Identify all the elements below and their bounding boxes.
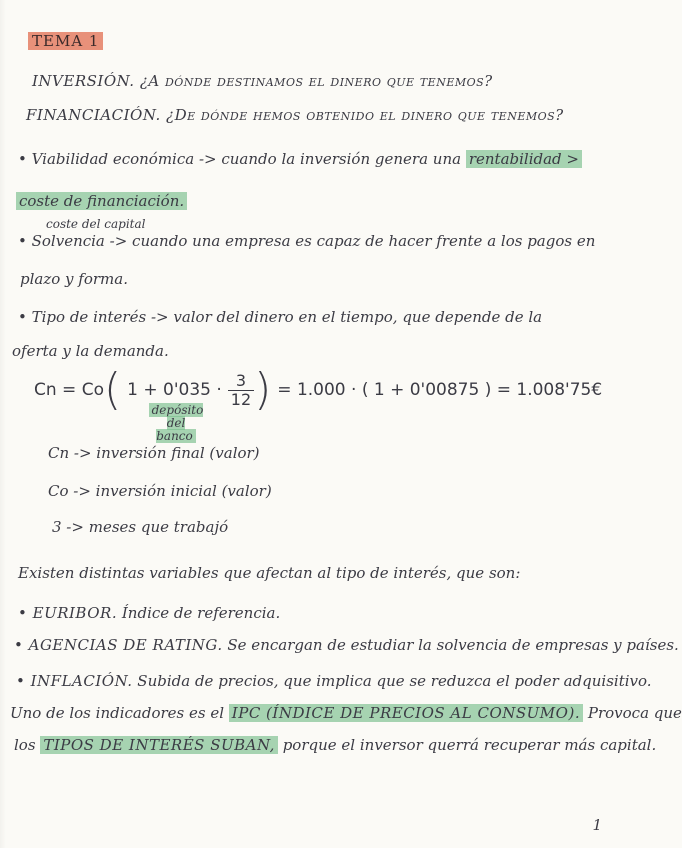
formula-lhs: Cn = Co xyxy=(34,380,104,400)
page-title xyxy=(28,32,103,50)
right-paren: ) xyxy=(254,364,272,415)
agencias-line xyxy=(14,636,679,654)
ipc-highlight: IPC (ÍNDICE DE PRECIOS AL CONSUMO). xyxy=(229,704,583,722)
porque-text: porque el inversor querrá recuperar más capital. xyxy=(282,736,657,754)
viabilidad-text: • Viabilidad económica -> cuando la inversión genera una xyxy=(18,150,462,168)
existen-line: Existen distintas variables que afectan al tipo de interés, que son: xyxy=(18,564,521,582)
euribor-label: • EURIBOR. xyxy=(18,604,118,622)
oferta-line: oferta y la demanda. xyxy=(12,342,169,360)
fraction-denominator: 12 xyxy=(230,389,252,409)
inflacion-label: • INFLACIÓN. xyxy=(16,672,133,690)
inflacion-line xyxy=(16,672,652,690)
agencias-label: • AGENCIAS DE RATING. xyxy=(14,636,223,654)
solvencia-line: • Solvencia -> cuando una empresa es capaz de hacer frente a los pagos en xyxy=(18,232,596,250)
uno-text: Uno de los indicadores es el xyxy=(10,704,225,722)
uno-line xyxy=(10,704,682,722)
tipos-highlight: TIPOS DE INTERÉS SUBAN, xyxy=(40,736,278,754)
euribor-line xyxy=(18,604,280,622)
formula-result: = 1.000 · ( 1 + 0'00875 ) = 1.008'75€ xyxy=(277,380,603,400)
financiacion-line: FINANCIACIÓN. ¿De dónde hemos obtenido el dinero que tenemos? xyxy=(26,106,564,124)
three-definition: 3 -> meses que trabajó xyxy=(52,518,229,536)
plazo-line: plazo y forma. xyxy=(20,270,128,288)
cn-definition: Cn -> inversión final (valor) xyxy=(48,444,260,462)
formula-fraction xyxy=(228,372,254,409)
provoca-text: Provoca que xyxy=(587,704,682,722)
inflacion-text: Subida de precios, que implica que se reduzca el poder adquisitivo. xyxy=(137,672,652,690)
co-definition: Co -> inversión inicial (valor) xyxy=(48,482,272,500)
los-line xyxy=(14,736,656,754)
interest-formula xyxy=(34,360,602,420)
title-text: TEMA 1 xyxy=(28,32,103,50)
coste-line xyxy=(16,192,187,210)
viabilidad-line xyxy=(18,150,582,168)
deposito-highlight: depósito del banco xyxy=(149,403,204,443)
tipo-interes-line: • Tipo de interés -> valor del dinero en el tiempo, que depende de la xyxy=(18,308,543,326)
rentabilidad-highlight: rentabilidad > xyxy=(466,150,582,168)
deposito-annotation xyxy=(148,404,204,443)
left-paren: ( xyxy=(103,364,122,415)
euribor-text: Índice de referencia. xyxy=(121,604,281,622)
page-number: 1 xyxy=(592,816,602,834)
formula-inner: 1 + 0'035 · xyxy=(127,380,222,400)
coste-capital-annotation: coste del capital xyxy=(46,217,146,231)
los-text: los xyxy=(14,736,36,754)
fraction-numerator: 3 xyxy=(228,372,254,391)
inversion-line: INVERSIÓN. ¿A dónde destinamos el dinero que tenemos? xyxy=(32,72,493,90)
agencias-text: Se encargan de estudiar la solvencia de empresas y países. xyxy=(227,636,679,654)
coste-financiacion-highlight: coste de financiación. xyxy=(16,192,187,210)
